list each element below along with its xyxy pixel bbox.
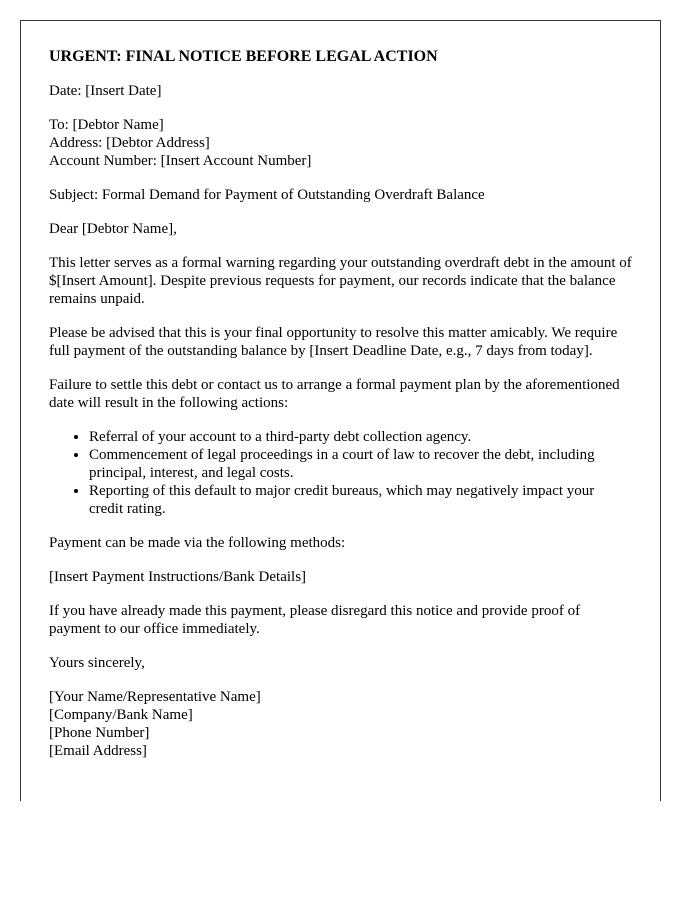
body-paragraph: Please be advised that this is your final opportunity to resolve this matter amicably. We require full payment of the outstanding balance by [Insert Deadline Date, e.g., 7 days from today].: [49, 325, 618, 359]
letter-title: URGENT: FINAL NOTICE BEFORE LEGAL ACTION: [49, 48, 438, 65]
company-name: [Company/Bank Name]: [49, 707, 193, 723]
list-item: • Commencement of legal proceedings in a court of law to recover the debt, including principal, interest, and legal costs.: [89, 446, 632, 482]
recipient-name: To: [Debtor Name]: [49, 117, 164, 133]
body-paragraph: Failure to settle this debt or contact us to arrange a formal payment plan by the aforementioned date will result in the following actions:: [49, 377, 620, 411]
salutation: Dear [Debtor Name],: [49, 221, 177, 237]
subject-line: Subject: Formal Demand for Payment of Outstanding Overdraft Balance: [49, 187, 485, 203]
recipient-address: Address: [Debtor Address]: [49, 135, 210, 151]
actions-list: [49, 428, 632, 518]
email-address: [Email Address]: [49, 743, 147, 759]
letter-document: [20, 20, 661, 801]
phone-number: [Phone Number]: [49, 725, 150, 741]
payment-details: [Insert Payment Instructions/Bank Details]: [49, 569, 307, 585]
account-number: Account Number: [Insert Account Number]: [49, 153, 312, 169]
payment-intro: Payment can be made via the following methods:: [49, 535, 346, 551]
disregard-paragraph: If you have already made this payment, please disregard this notice and provide proof of payment to our office immediately.: [49, 603, 581, 637]
signature-block: [49, 688, 632, 760]
recipient-block: [49, 116, 632, 170]
signer-name: [Your Name/Representative Name]: [49, 689, 261, 705]
list-item: • Referral of your account to a third-party debt collection agency.: [89, 428, 632, 446]
closing: Yours sincerely,: [49, 655, 145, 671]
list-item: • Reporting of this default to major credit bureaus, which may negatively impact your credit rating.: [89, 482, 632, 518]
letter-date: Date: [Insert Date]: [49, 83, 162, 99]
body-paragraph: This letter serves as a formal warning regarding your outstanding overdraft debt in the amount of $[Insert Amount]. Despite previous requests for payment, our records indicate that the balance remains unpaid.: [49, 255, 632, 307]
